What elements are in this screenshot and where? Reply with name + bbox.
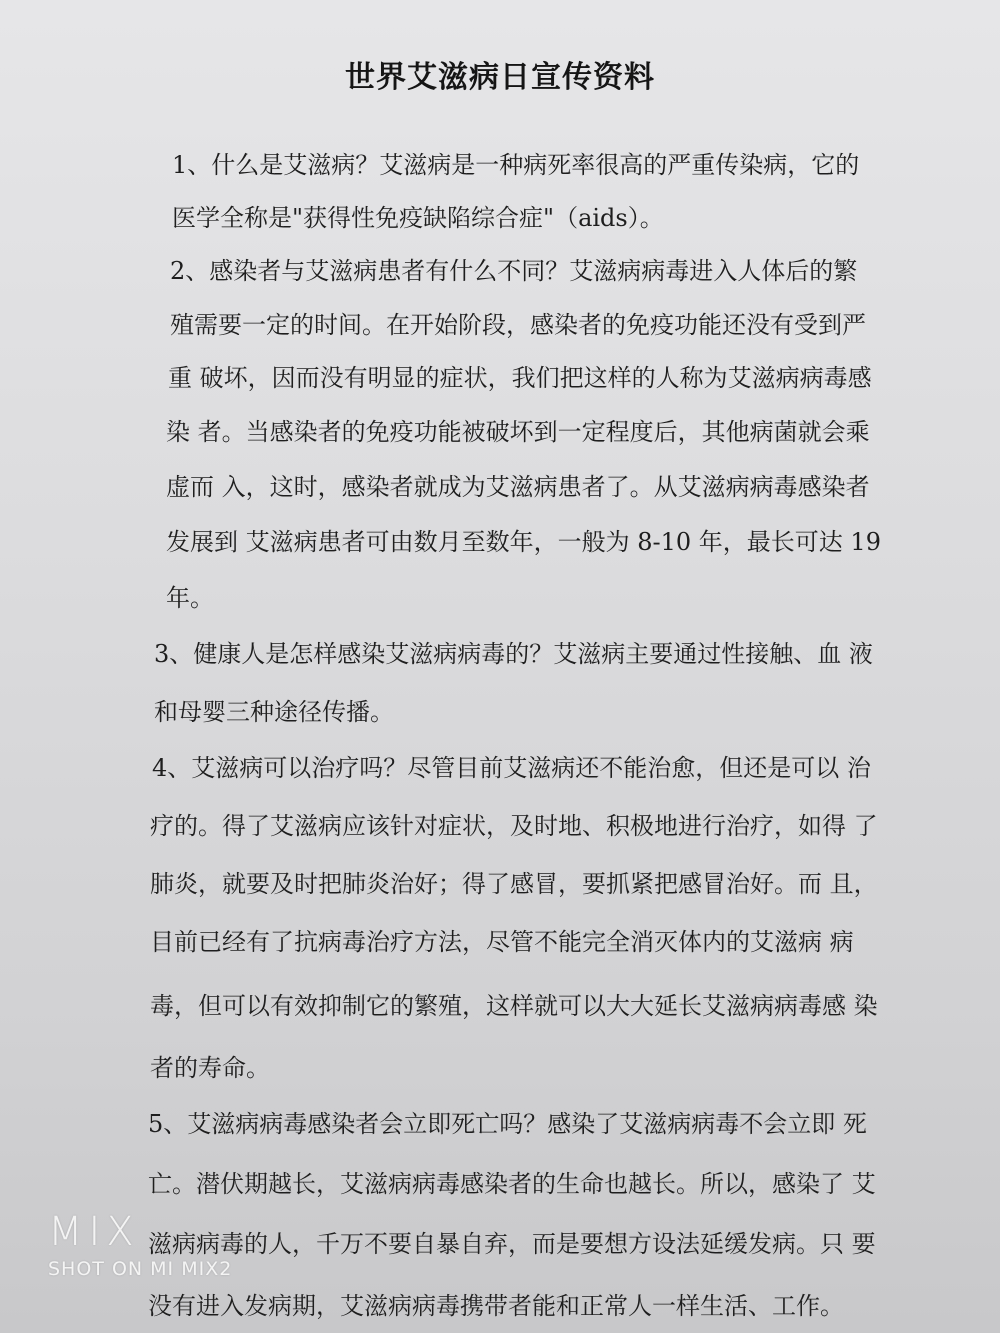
text-line: 2、感染者与艾滋病患者有什么不同？艾滋病病毒进入人体后的繁 [170,257,858,285]
document-title: 世界艾滋病日宣传资料 [345,60,655,95]
text-line: 1、什么是艾滋病？艾滋病是一种病死率很高的严重传染病，它的 [172,151,860,179]
text-line: 年。 [166,584,214,612]
text-line: 目前已经有了抗病毒治疗方法，尽管不能完全消灭体内的艾滋病 病 [150,928,854,956]
text-line: 染 者。当感染者的免疫功能被破坏到一定程度后，其他病菌就会乘 [166,418,870,446]
text-line: 医学全称是"获得性免疫缺陷综合症"（aids）。 [172,204,664,232]
text-line: 发展到 艾滋病患者可由数月至数年，一般为 8-10 年，最长可达 19 [166,528,881,556]
text-line: 亡。潜伏期越长，艾滋病病毒感染者的生命也越长。所以，感染了 艾 [148,1170,876,1198]
text-line: 肺炎，就要及时把肺炎治好；得了感冒，要抓紧把感冒治好。而 且， [150,870,878,898]
text-line: 虚而 入，这时，感染者就成为艾滋病患者了。从艾滋病病毒感染者 [166,473,870,501]
text-line: 毒，但可以有效抑制它的繁殖，这样就可以大大延长艾滋病病毒感 染 [150,992,878,1020]
camera-watermark [48,1209,233,1280]
text-line: 5、艾滋病病毒感染者会立即死亡吗？感染了艾滋病病毒不会立即 死 [148,1110,867,1138]
watermark-logo: MIX [48,1209,140,1255]
text-line: 4、艾滋病可以治疗吗？尽管目前艾滋病还不能治愈，但还是可以 治 [152,754,871,782]
text-line: 者的寿命。 [150,1054,270,1082]
text-line: 3、健康人是怎样感染艾滋病病毒的？艾滋病主要通过性接触、血 液 [154,640,873,668]
text-line: 疗的。得了艾滋病应该针对症状，及时地、积极地进行治疗，如得 了 [150,812,878,840]
text-line: 殖需要一定的时间。在开始阶段，感染者的免疫功能还没有受到严 [170,311,866,339]
text-line: 和母婴三种途径传播。 [154,698,394,726]
watermark-text: SHOT ON MI MIX2 [48,1258,233,1280]
text-line: 滋病病毒的人，千万不要自暴自弃，而是要想方设法延缓发病。只 要 [148,1230,876,1258]
text-line: 没有进入发病期，艾滋病病毒携带者能和正常人一样生活、工作。 [148,1292,844,1320]
text-line: 重 破坏，因而没有明显的症状，我们把这样的人称为艾滋病病毒感 [168,364,872,392]
